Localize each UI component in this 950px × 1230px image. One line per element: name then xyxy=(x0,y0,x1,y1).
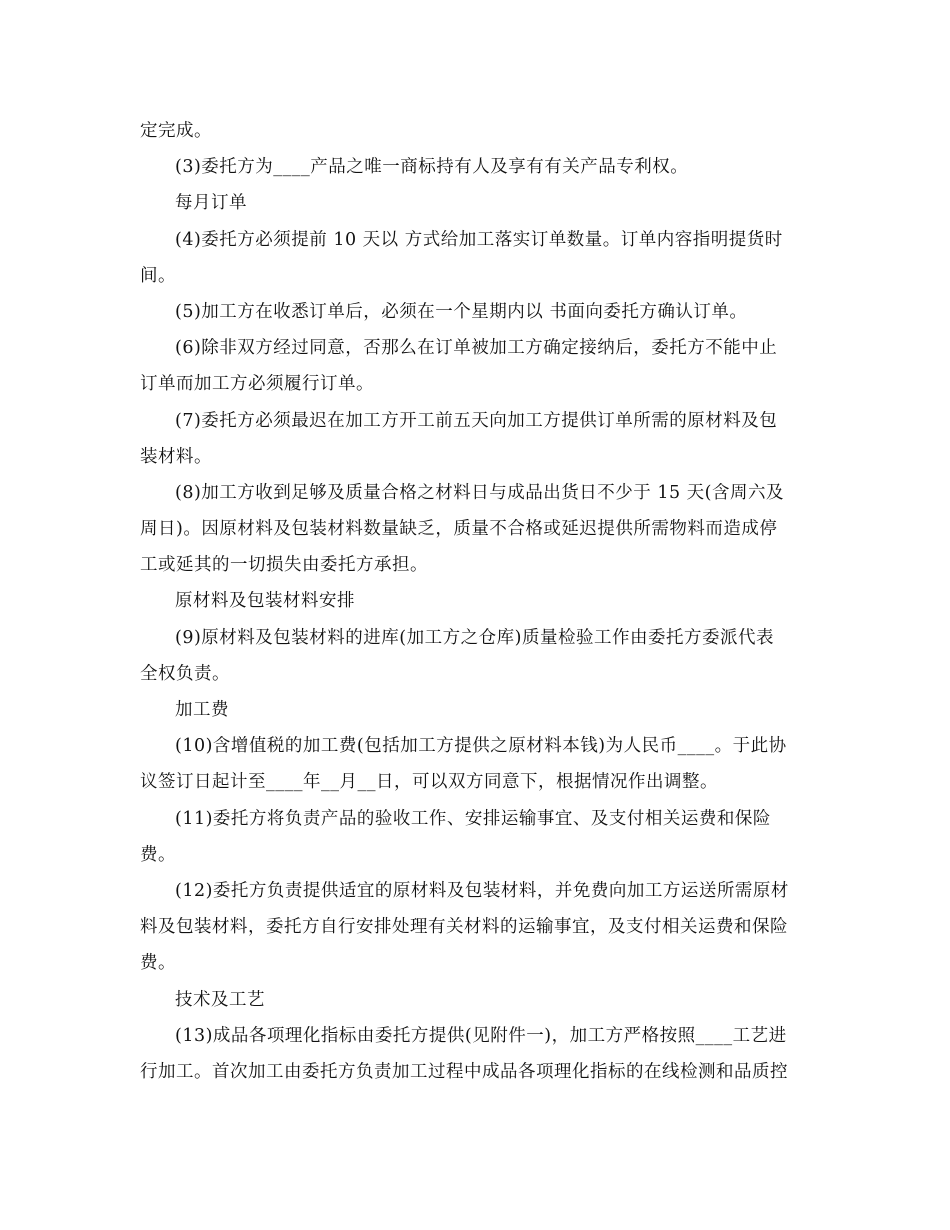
text-line-20: (11)委托方将负责产品的验收工作、安排运输事宜、及支付相关运费和保险 xyxy=(175,808,771,829)
text-line-6: (5)加工方在收悉订单后，必须在一个星期内以 书面向委托方确认订单。 xyxy=(175,301,748,322)
text-line-18: (10)含增值税的加工费(包括加工方提供之原材料本钱)为人民币____。于此协 xyxy=(175,736,787,757)
document-body xyxy=(140,113,812,1090)
text-line-8: 订单而加工方必须履行订单。 xyxy=(140,374,374,395)
text-line-5: 间。 xyxy=(140,265,176,286)
text-line-13: 工或延其的一切损失由委托方承担。 xyxy=(140,555,428,576)
text-line-24: 费。 xyxy=(140,953,176,974)
text-line-12: 周日)。因原材料及包装材料数量缺乏，质量不合格或延迟提供所需物料而造成停 xyxy=(140,519,778,540)
text-line-1: 定完成。 xyxy=(140,121,212,141)
text-line-27: 行加工。首次加工由委托方负责加工过程中成品各项理化指标的在线检测和品质控 xyxy=(140,1061,788,1082)
text-line-4: (4)委托方必须提前 10 天以 方式给加工落实订单数量。订单内容指明提货时 xyxy=(175,229,783,250)
section-heading-processing-fee: 加工费 xyxy=(175,700,229,720)
text-line-22: (12)委托方负责提供适宜的原材料及包装材料，并免费向加工方运送所需原材 xyxy=(175,880,789,901)
text-line-10: 装材料。 xyxy=(140,446,212,467)
section-heading-monthly-orders: 每月订单 xyxy=(175,193,247,214)
text-line-26: (13)成品各项理化指标由委托方提供(见附件一)，加工方严格按照____工艺进 xyxy=(175,1025,787,1046)
text-line-16: 全权负责。 xyxy=(140,663,230,684)
text-line-19: 议签订日起计至____年__月__日，可以双方同意下，根据情况作出调整。 xyxy=(140,772,718,793)
section-heading-materials: 原材料及包装材料安排 xyxy=(175,591,355,612)
text-line-2: (3)委托方为____产品之唯一商标持有人及享有有关产品专利权。 xyxy=(175,157,689,178)
text-line-15: (9)原材料及包装材料的进库(加工方之仓库)质量检验工作由委托方委派代表 xyxy=(175,627,774,648)
section-heading-technology: 技术及工艺 xyxy=(175,989,265,1010)
text-line-11: (8)加工方收到足够及质量合格之材料日与成品出货日不少于 15 天(含周六及 xyxy=(175,482,785,503)
text-line-7: (6)除非双方经过同意，否那么在订单被加工方确定接纳后，委托方不能中止 xyxy=(175,338,778,359)
text-line-23: 料及包装材料，委托方自行安排处理有关材料的运输事宜，及支付相关运费和保险 xyxy=(140,917,788,938)
text-line-21: 费。 xyxy=(140,844,176,865)
text-line-9: (7)委托方必须最迟在加工方开工前五天向加工方提供订单所需的原材料及包 xyxy=(175,410,778,431)
